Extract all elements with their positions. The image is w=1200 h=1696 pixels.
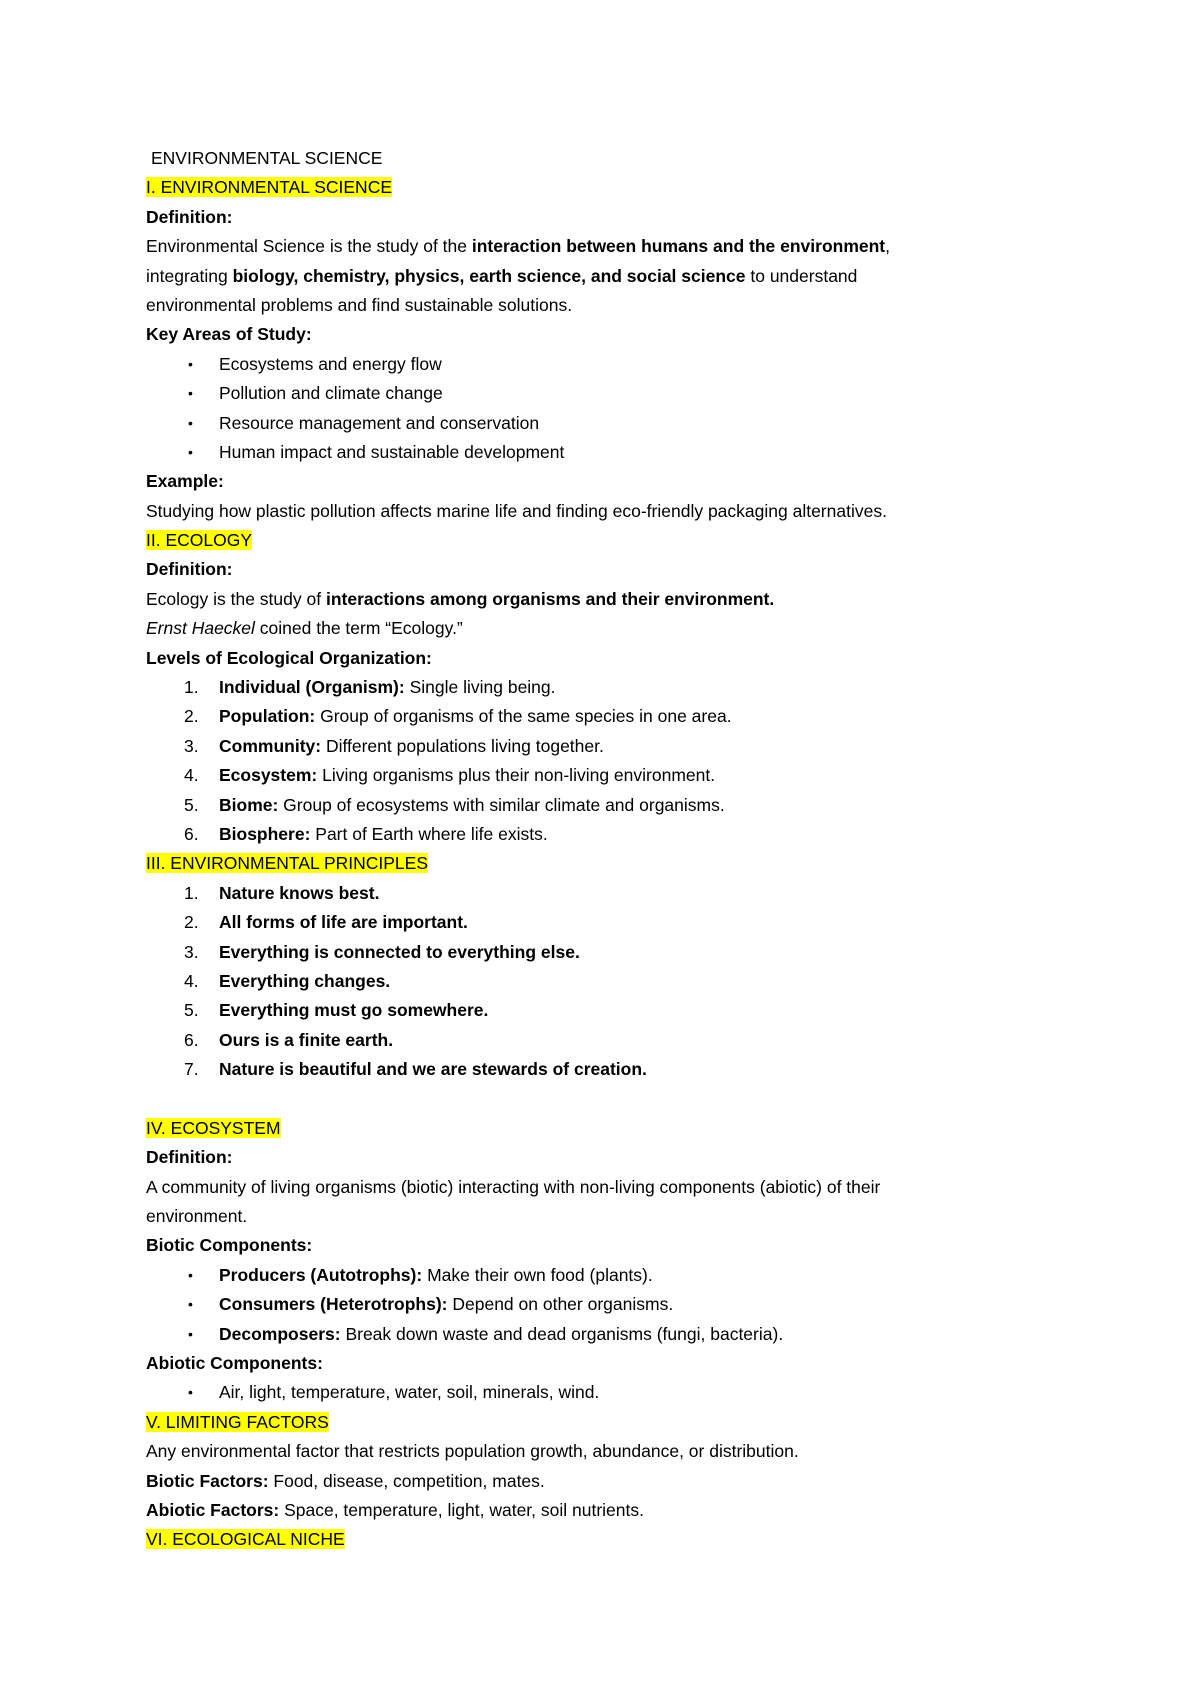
list-item: • Human impact and sustainable development: [146, 438, 1046, 467]
list-item: 2. Population: Group of organisms of the same species in one area.: [184, 706, 732, 727]
list-item: 4. Ecosystem: Living organisms plus their non-living environment.: [184, 765, 716, 786]
biotic-components-label: Biotic Components:: [146, 1235, 313, 1256]
ecology-definition: Ecology is the study of interactions among organisms and their environment.: [146, 588, 775, 609]
example-label: Example:: [146, 471, 224, 492]
section-heading-environmental-principles: III. ENVIRONMENTAL PRINCIPLES: [146, 853, 428, 874]
abiotic-components-list: [146, 1378, 1046, 1407]
list-item: 5. Biome: Group of ecosystems with similar climate and organisms.: [184, 794, 725, 815]
levels-list: [146, 673, 1046, 849]
key-areas-list: [146, 350, 1046, 468]
blank-line: [146, 1085, 1046, 1114]
env-science-definition-line-3: environmental problems and find sustainable solutions.: [146, 294, 573, 315]
list-item: • Consumers (Heterotrophs): Depend on other organisms.: [146, 1290, 1046, 1319]
principles-list: [146, 879, 1046, 1085]
key-areas-label: Key Areas of Study:: [146, 324, 312, 345]
list-item: 7. Nature is beautiful and we are stewards of creation.: [184, 1059, 647, 1080]
list-item: • Decomposers: Break down waste and dead organisms (fungi, bacteria).: [146, 1320, 1046, 1349]
definition-label: Definition:: [146, 206, 233, 227]
ecosystem-definition-line-1: A community of living organisms (biotic) interacting with non-living components (abiotic) of their: [146, 1176, 881, 1197]
bullet-icon: •: [188, 1266, 193, 1283]
definition-label: Definition:: [146, 559, 233, 580]
list-item: 4. Everything changes.: [184, 970, 391, 991]
biotic-factors: Biotic Factors: Food, disease, competition, mates.: [146, 1470, 545, 1491]
list-item: 3. Everything is connected to everything else.: [184, 941, 580, 962]
list-item: 6. Biosphere: Part of Earth where life exists.: [184, 823, 548, 844]
section-heading-limiting-factors: V. LIMITING FACTORS: [146, 1411, 329, 1432]
document-page: [146, 144, 1046, 1555]
ecosystem-definition-line-2: environment.: [146, 1206, 248, 1227]
env-science-definition-line-2: integrating biology, chemistry, physics, earth science, and social science to understand: [146, 265, 858, 286]
example-text: Studying how plastic pollution affects marine life and finding eco-friendly packaging alternatives.: [146, 500, 887, 521]
bullet-icon: •: [188, 1325, 193, 1342]
abiotic-factors: Abiotic Factors: Space, temperature, light, water, soil nutrients.: [146, 1499, 644, 1520]
list-item: 2. All forms of life are important.: [184, 912, 468, 933]
list-item: 6. Ours is a finite earth.: [184, 1029, 394, 1050]
section-heading-ecology: II. ECOLOGY: [146, 530, 252, 551]
list-item: 1. Nature knows best.: [184, 882, 380, 903]
list-item: • Resource management and conservation: [146, 409, 1046, 438]
document-title: ENVIRONMENTAL SCIENCE: [151, 148, 383, 168]
list-item: 3. Community: Different populations living together.: [184, 735, 604, 756]
list-item: • Air, light, temperature, water, soil, minerals, wind.: [146, 1378, 1046, 1407]
bullet-icon: •: [188, 414, 193, 431]
section-heading-environmental-science: I. ENVIRONMENTAL SCIENCE: [146, 177, 393, 198]
bullet-icon: •: [188, 1296, 193, 1313]
bullet-icon: •: [188, 443, 193, 460]
section-heading-ecological-niche: VI. ECOLOGICAL NICHE: [146, 1529, 345, 1550]
haeckel-note: Ernst Haeckel coined the term “Ecology.”: [146, 618, 463, 639]
abiotic-components-label: Abiotic Components:: [146, 1353, 323, 1374]
list-item: • Pollution and climate change: [146, 379, 1046, 408]
list-item: 1. Individual (Organism): Single living being.: [184, 677, 556, 698]
definition-label: Definition:: [146, 1147, 233, 1168]
list-item: • Ecosystems and energy flow: [146, 350, 1046, 379]
bullet-icon: •: [188, 1384, 193, 1401]
section-heading-ecosystem: IV. ECOSYSTEM: [146, 1117, 281, 1138]
bullet-icon: •: [188, 355, 193, 372]
env-science-definition-line-1: Environmental Science is the study of the interaction between humans and the environment,: [146, 236, 891, 257]
list-item: • Producers (Autotrophs): Make their own food (plants).: [146, 1261, 1046, 1290]
limiting-factors-definition: Any environmental factor that restricts population growth, abundance, or distribution.: [146, 1441, 799, 1462]
bullet-icon: •: [188, 385, 193, 402]
levels-label: Levels of Ecological Organization:: [146, 647, 432, 668]
biotic-components-list: [146, 1261, 1046, 1349]
list-item: 5. Everything must go somewhere.: [184, 1000, 489, 1021]
